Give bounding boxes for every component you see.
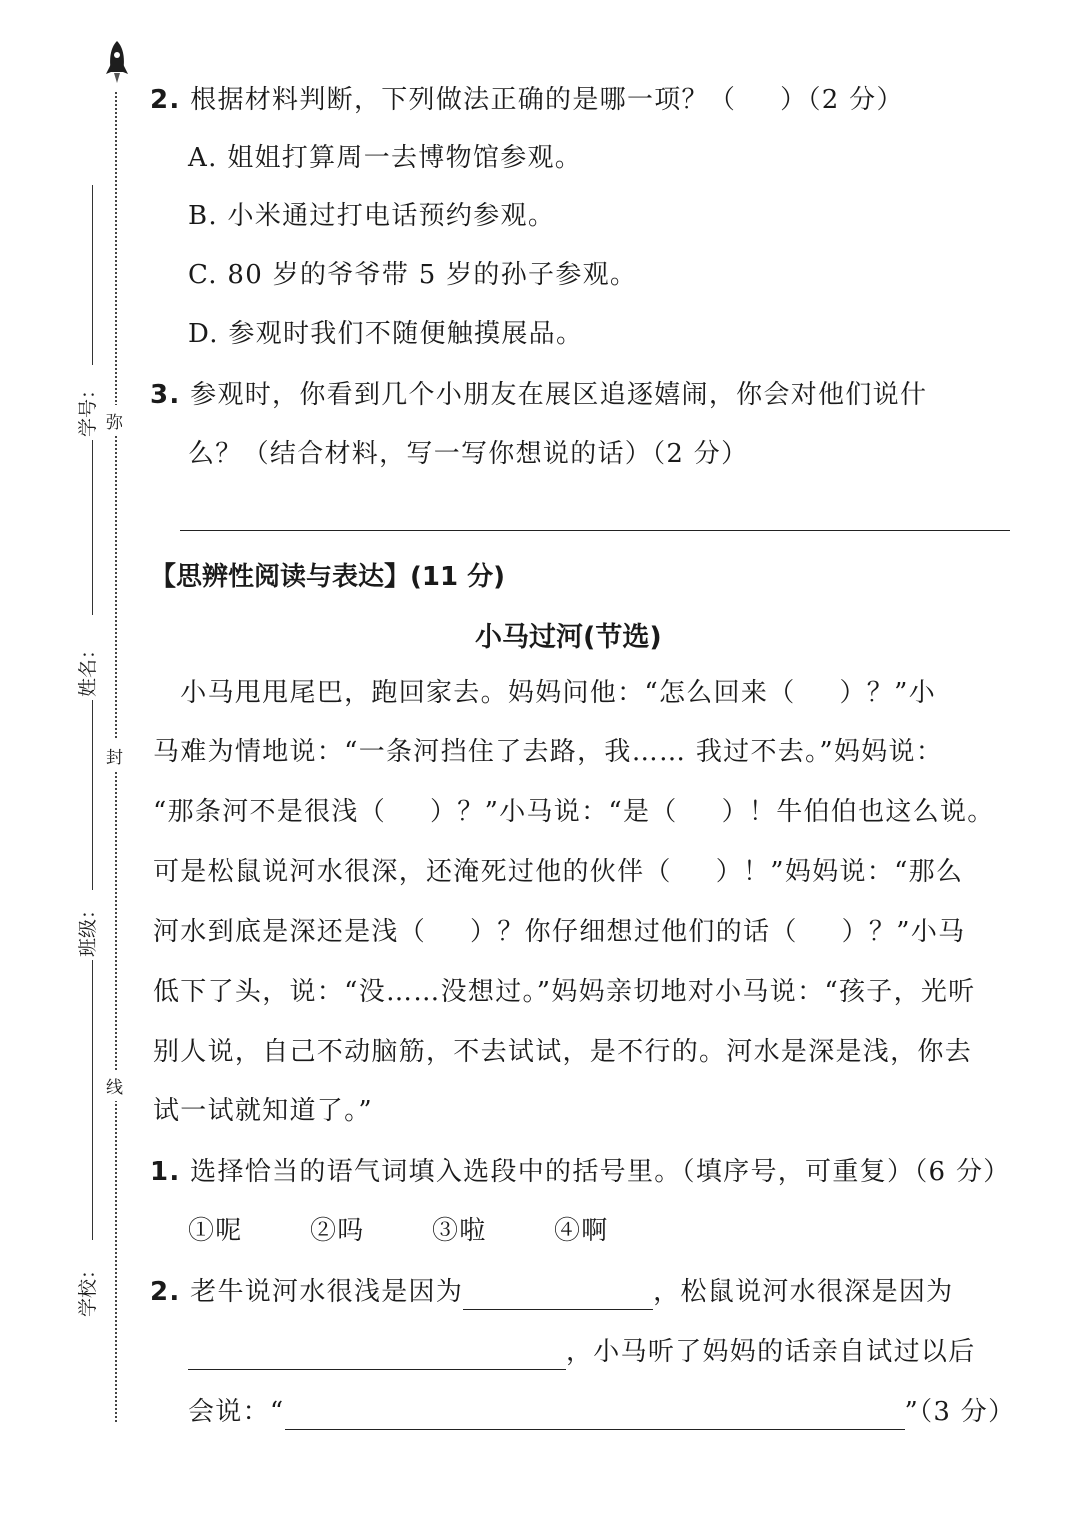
fill-blank-line[interactable] bbox=[188, 1343, 566, 1370]
question-3 bbox=[150, 377, 927, 413]
option-d: D. 参观时我们不随便触摸展品。 bbox=[188, 319, 584, 349]
seal-char-mi: 弥 bbox=[106, 405, 123, 436]
passage-line: 试一试就知道了。” bbox=[153, 1096, 373, 1126]
passage-line: 低下了头，说：“没……没想过。”妈妈亲切地对小马说：“孩子，光听 bbox=[153, 977, 976, 1007]
name-label: 姓名： bbox=[77, 639, 100, 698]
sub-question-2-line-3 bbox=[188, 1394, 1015, 1430]
question-2-stem: 根据材料判断，下列做法正确的是哪一项？（ bbox=[190, 85, 737, 115]
question-2 bbox=[150, 82, 904, 118]
sub-question-2-number: 2. bbox=[150, 1277, 181, 1307]
fill-blank-line[interactable] bbox=[463, 1283, 653, 1310]
sub-question-1-text: 选择恰当的语气词填入选段中的括号里。（填序号，可重复）（6 分） bbox=[190, 1157, 1011, 1187]
passage-text: 可是松鼠说河水很深，还淹死过他的伙伴（ bbox=[153, 857, 672, 887]
fill-blank-line[interactable] bbox=[285, 1403, 905, 1430]
class-fill-line[interactable] bbox=[92, 960, 93, 1240]
student-id-label: 学号： bbox=[77, 379, 100, 438]
seal-char-feng: 封 bbox=[106, 740, 123, 771]
passage-line: 别人说，自己不动脑筋，不去试试，是不行的。河水是深是浅，你去 bbox=[153, 1037, 973, 1067]
choice-item: ②吗 bbox=[310, 1216, 365, 1246]
sub-question-2-text: 老牛说河水很浅是因为 bbox=[190, 1277, 464, 1307]
choice-item: ①呢 bbox=[188, 1216, 243, 1246]
sub-question-2-text: 会说：“ bbox=[188, 1397, 285, 1427]
option-b: B. 小米通过打电话预约参观。 bbox=[188, 201, 556, 231]
choice-list bbox=[188, 1213, 609, 1249]
sub-question-1 bbox=[150, 1154, 1011, 1190]
passage-line bbox=[153, 675, 936, 711]
choice-item: ③啦 bbox=[432, 1216, 487, 1246]
question-2-points: ）（2 分） bbox=[780, 85, 904, 115]
sub-question-1-number: 1. bbox=[150, 1157, 181, 1187]
school-label: 学校： bbox=[77, 1259, 100, 1318]
answer-line[interactable] bbox=[180, 530, 1010, 531]
passage-text: ）！”妈妈说：“那么 bbox=[715, 857, 964, 887]
sub-question-2 bbox=[150, 1274, 953, 1310]
rocket-icon bbox=[104, 40, 130, 84]
sub-question-2-text: ，小马听了妈妈的话亲自试过以后 bbox=[566, 1337, 976, 1367]
sub-question-2-text: ，松鼠说河水很深是因为 bbox=[653, 1277, 954, 1307]
sub-question-2-points: ”（3 分） bbox=[904, 1397, 1016, 1427]
passage-text: 河水到底是深还是浅（ bbox=[153, 917, 427, 947]
sub-question-2-line-2 bbox=[188, 1334, 976, 1370]
question-3-line-2: 么？（结合材料，写一写你想说的话）（2 分） bbox=[188, 439, 749, 469]
passage-text: ）？”小马 bbox=[841, 917, 966, 947]
class-label: 班级： bbox=[77, 899, 100, 958]
option-a: A. 姐姐打算周一去博物馆参观。 bbox=[188, 143, 583, 173]
passage-line bbox=[153, 854, 963, 890]
passage-text: ）？”小 bbox=[839, 678, 936, 708]
passage-text: 小马甩甩尾巴，跑回家去。妈妈问他：“怎么回来（ bbox=[153, 678, 796, 708]
section-heading: 【思辨性阅读与表达】(11 分) bbox=[150, 562, 505, 592]
passage-line bbox=[153, 794, 995, 830]
student-id-fill-line-2[interactable] bbox=[92, 440, 93, 615]
passage-line bbox=[153, 914, 965, 950]
choice-item: ④啊 bbox=[554, 1216, 609, 1246]
passage-line: 马难为情地说：“一条河挡住了去路，我…… 我过不去。”妈妈说： bbox=[153, 737, 944, 767]
passage-text: ）？你仔细想过他们的话（ bbox=[470, 917, 798, 947]
option-c: C. 80 岁的爷爷带 5 岁的孙子参观。 bbox=[188, 260, 638, 290]
question-3-line-1: 参观时，你看到几个小朋友在展区追逐嬉闹，你会对他们说什 bbox=[190, 380, 928, 410]
student-id-fill-line[interactable] bbox=[92, 185, 93, 365]
passage-title: 小马过河(节选) bbox=[475, 622, 662, 653]
question-2-number: 2. bbox=[150, 85, 181, 115]
passage-text: “那条河不是很浅（ bbox=[153, 797, 386, 827]
question-3-number: 3. bbox=[150, 380, 181, 410]
passage-text: ）！牛伯伯也这么说。 bbox=[721, 797, 995, 827]
seal-char-xian: 线 bbox=[106, 1070, 123, 1101]
passage-text: ）？”小马说：“是（ bbox=[430, 797, 678, 827]
name-fill-line[interactable] bbox=[92, 700, 93, 890]
